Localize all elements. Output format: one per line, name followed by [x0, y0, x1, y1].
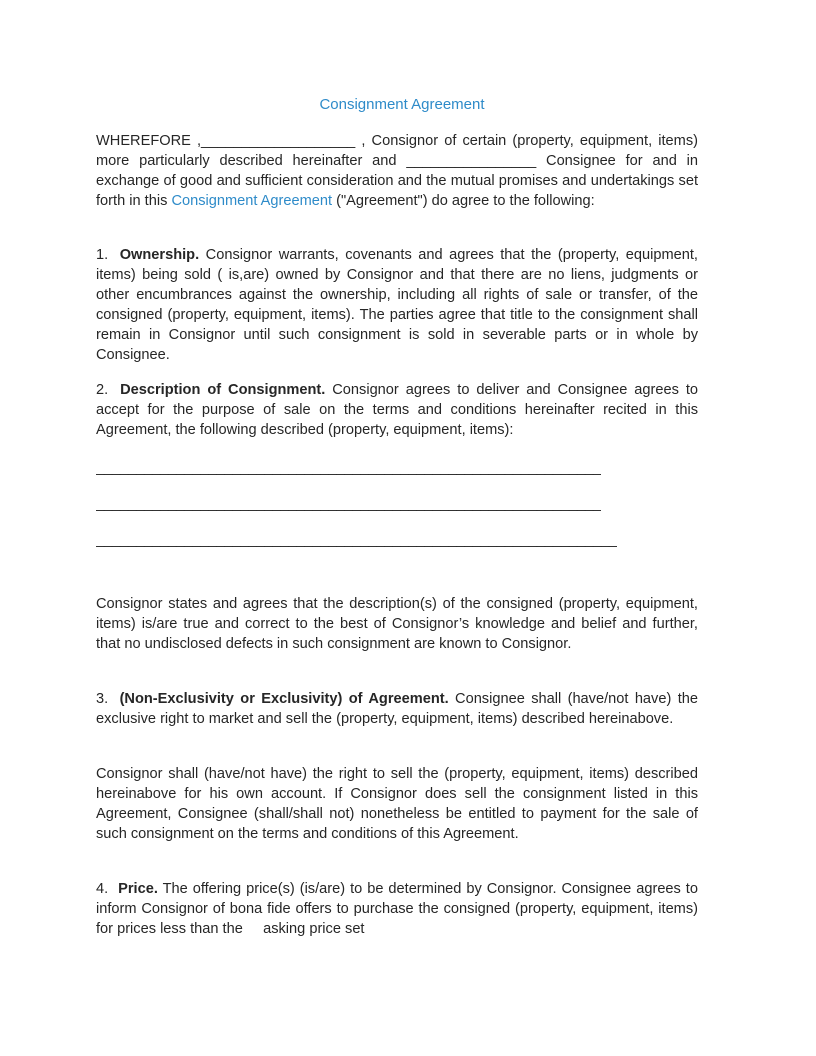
consignee-name-blank[interactable]: ________________ — [406, 153, 537, 169]
preamble-text-1: WHEREFORE — [96, 133, 197, 149]
document-title: Consignment Agreement — [319, 96, 485, 113]
section-heading: Description of Consignment. — [120, 382, 326, 398]
preamble-paragraph — [96, 131, 698, 211]
exclusivity-paragraph: Consignor shall (have/not have) the right to sell the (property, equipment, items) described hereinabove for his own account. If Consignor does sell the consignment listed in this Agreement, Consignee (shall/shall not) nonetheless be entitled to payment for the sale of such consignment on the terms and conditions of this Agreement. — [96, 766, 698, 842]
section-number: 4. — [96, 881, 109, 897]
preamble-text-3: Consignee for and in exchange of good and sufficient consideration and the mutual promises and undertakings set forth in this — [96, 153, 699, 209]
consignor-name-blank[interactable]: ,___________________ — [196, 133, 362, 149]
section-description — [96, 380, 698, 440]
description-blank-line[interactable]: _________________________________________________________________ — [96, 532, 618, 548]
section-number: 1. — [96, 247, 109, 263]
section-body: Consignee shall (have/not have) the exclusive right to market and sell the (property, equipment, items) described hereinabove. — [96, 691, 698, 727]
section-body: Consignor warrants, covenants and agrees that the (property, equipment, items) being sold ( is,are) owned by Consignor and that there are no liens, judgments or other encumbrances against the ownership, including all rights of sale or transfer, of the consigned (property, equipment, items). The parties agree that title to the consignment shall remain in Consignor until such consignment is sold in severable parts or in whole by Consignee. — [96, 247, 698, 363]
section-price — [96, 879, 703, 939]
section-body: The offering price(s) (is/are) to be determined by Consignor. Consignee agrees to inform Consignor of bona fide offers to purchase the consigned (property, equipment, items) for prices less than the asking price set — [96, 881, 703, 937]
section-ownership — [96, 245, 698, 365]
description-blank-line[interactable]: _______________________________________________________________ — [96, 496, 602, 512]
section-number: 2. — [96, 382, 109, 398]
preamble-text-4: ("Agreement") do agree to the following: — [332, 193, 595, 209]
description-blank-line[interactable]: _______________________________________________________________ — [96, 460, 602, 476]
section-number: 3. — [96, 691, 109, 707]
section-heading: Ownership. — [119, 247, 200, 263]
section-heading: (Non-Exclusivity or Exclusivity) of Agreement. — [119, 691, 449, 707]
section-exclusivity — [96, 689, 698, 729]
consignment-agreement-link[interactable]: Consignment Agreement — [171, 193, 333, 209]
description-statement: Consignor states and agrees that the description(s) of the consigned (property, equipment, items) is/are true and correct to the best of Consignor’s knowledge and belief and further, that no undisclosed defects in such consignment are known to Consignor. — [96, 596, 698, 652]
section-body: Consignor agrees to deliver and Consignee agrees to accept for the purpose of sale on the terms and conditions hereinafter recited in this Agreement, the following described (property, equipment, items): — [96, 382, 698, 438]
section-heading: Price. — [118, 881, 158, 897]
preamble-text-2: , Consignor of certain (property, equipment, items) more particularly described hereinafter and — [96, 133, 698, 169]
